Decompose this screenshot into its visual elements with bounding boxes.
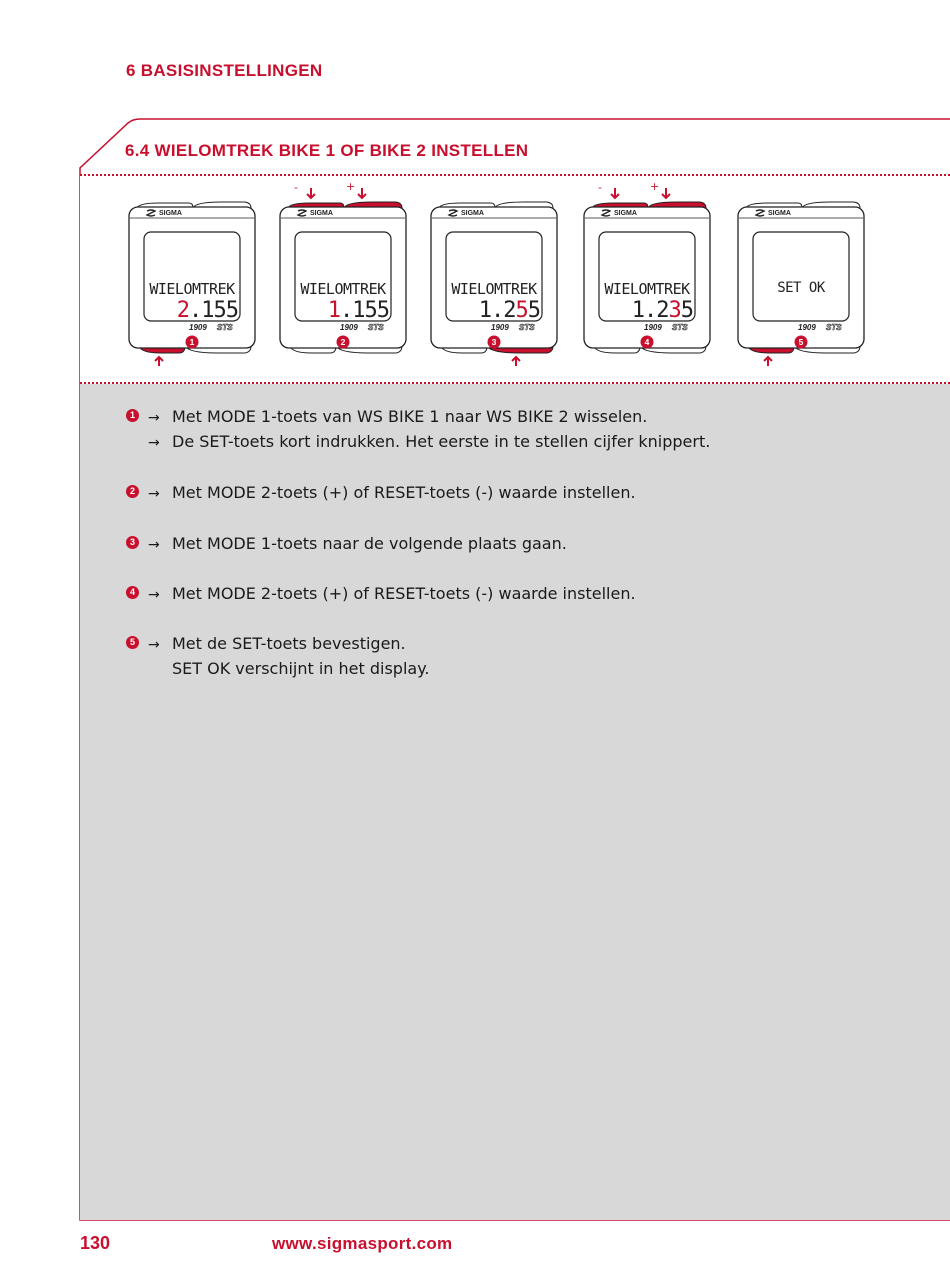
- step-badge-number: 5: [798, 337, 804, 347]
- website-url: www.sigmasport.com: [272, 1234, 453, 1253]
- step-text: Met de SET-toets bevestigen.: [172, 634, 406, 653]
- cycle-computer: [280, 180, 406, 353]
- plus-label: +: [650, 180, 660, 193]
- display-digit: 5: [515, 298, 528, 323]
- brand-label: SIGMA: [614, 210, 637, 217]
- arrow-right-icon: →: [148, 435, 160, 451]
- arrow-right-icon: →: [148, 587, 160, 603]
- display-digit: 1: [352, 298, 365, 323]
- step-continuation: SET OK verschijnt in het display.: [172, 659, 430, 678]
- step-number-badge: 2: [126, 485, 139, 498]
- cycle-computer: [584, 180, 710, 353]
- display-digit: 5: [680, 298, 693, 323]
- brand-label: SIGMA: [768, 210, 791, 217]
- display-value: [479, 298, 540, 323]
- sts-logo: STS: [519, 323, 535, 332]
- arrow-right-icon: →: [148, 410, 160, 426]
- arrow-right-icon: →: [148, 486, 160, 502]
- display-digit: 5: [213, 298, 226, 323]
- chapter-heading: 6 BASISINSTELLINGEN: [126, 61, 323, 80]
- brand-label: SIGMA: [461, 210, 484, 217]
- step-line: [148, 429, 710, 456]
- display-digit: .: [340, 298, 353, 323]
- step-line: [148, 531, 567, 558]
- brand-label: SIGMA: [159, 210, 182, 217]
- page-number: 130: [80, 1233, 111, 1253]
- sts-logo: STS: [368, 323, 384, 332]
- display-digit: 2: [176, 298, 189, 323]
- display-value: [328, 298, 389, 323]
- display-digit: 1: [478, 298, 491, 323]
- step-badge-number: 2: [340, 337, 346, 347]
- step-text: Met MODE 2-toets (+) of RESET-toets (-) waarde instellen.: [172, 483, 636, 502]
- display-digit: 1: [327, 298, 340, 323]
- display-line1: WIELOMTREK: [451, 280, 537, 298]
- step-number-badge: 1: [126, 409, 139, 422]
- step-number-badge: 3: [126, 536, 139, 549]
- section-title: 6.4 WIELOMTREK BIKE 1 OF BIKE 2 INSTELLEN: [125, 141, 529, 160]
- step-badge-number: 4: [644, 337, 650, 347]
- step-number-badge: 5: [126, 636, 139, 649]
- device-illustrations: [80, 176, 950, 382]
- display-digit: 5: [364, 298, 377, 323]
- arrow-down-icon: [307, 188, 315, 198]
- display-digit: 1: [631, 298, 644, 323]
- minus-label: -: [294, 181, 298, 194]
- arrow-down-icon: [611, 188, 619, 198]
- step-text: De SET-toets kort indrukken. Het eerste in te stellen cijfer knippert.: [172, 432, 711, 451]
- step-text: Met MODE 2-toets (+) of RESET-toets (-) waarde instellen.: [172, 584, 636, 603]
- plus-label: +: [346, 180, 356, 193]
- display-digit: .: [491, 298, 504, 323]
- display-digit: .: [189, 298, 202, 323]
- step-line: [148, 404, 647, 431]
- display-digit: 2: [656, 298, 669, 323]
- minus-label: -: [598, 181, 602, 194]
- arrow-down-icon: [662, 188, 670, 198]
- display-line1: SET OK: [777, 280, 825, 296]
- display-value: [177, 298, 238, 323]
- display-digit: 3: [668, 298, 681, 323]
- model-label: 1909: [189, 323, 207, 332]
- cycle-computer: [738, 202, 864, 366]
- step-badge-number: 1: [189, 337, 195, 347]
- arrow-up-icon: [155, 357, 163, 366]
- model-label: 1909: [340, 323, 358, 332]
- display-line1: WIELOMTREK: [300, 280, 386, 298]
- brand-label: SIGMA: [310, 210, 333, 217]
- step-line: [148, 480, 636, 507]
- display-digit: 2: [503, 298, 516, 323]
- step-line: [148, 581, 636, 608]
- step-number-badge: 4: [126, 586, 139, 599]
- display-digit: 5: [527, 298, 540, 323]
- arrow-up-icon: [512, 357, 520, 366]
- model-label: 1909: [798, 323, 816, 332]
- model-label: 1909: [644, 323, 662, 332]
- step-badge-number: 3: [491, 337, 497, 347]
- display-line1: WIELOMTREK: [149, 280, 235, 298]
- step-line: [148, 631, 406, 658]
- display-line1: WIELOMTREK: [604, 280, 690, 298]
- step-text: Met MODE 1-toets van WS BIKE 1 naar WS BIKE 2 wisselen.: [172, 407, 648, 426]
- instructions-panel: [80, 384, 950, 1220]
- cycle-computer: [129, 202, 255, 366]
- devices-svg: [80, 176, 950, 382]
- model-label: 1909: [491, 323, 509, 332]
- display-digit: .: [644, 298, 657, 323]
- arrow-right-icon: →: [148, 637, 160, 653]
- sts-logo: STS: [217, 323, 233, 332]
- sts-logo: STS: [672, 323, 688, 332]
- lcd-display: [753, 232, 849, 321]
- step-text: Met MODE 1-toets naar de volgende plaats gaan.: [172, 534, 567, 553]
- arrow-right-icon: →: [148, 537, 160, 553]
- cycle-computer: [431, 202, 557, 366]
- display-digit: 5: [225, 298, 238, 323]
- sts-logo: STS: [826, 323, 842, 332]
- display-value: [632, 298, 693, 323]
- arrow-down-icon: [358, 188, 366, 198]
- arrow-up-icon: [764, 357, 772, 366]
- display-digit: 5: [376, 298, 389, 323]
- display-digit: 1: [201, 298, 214, 323]
